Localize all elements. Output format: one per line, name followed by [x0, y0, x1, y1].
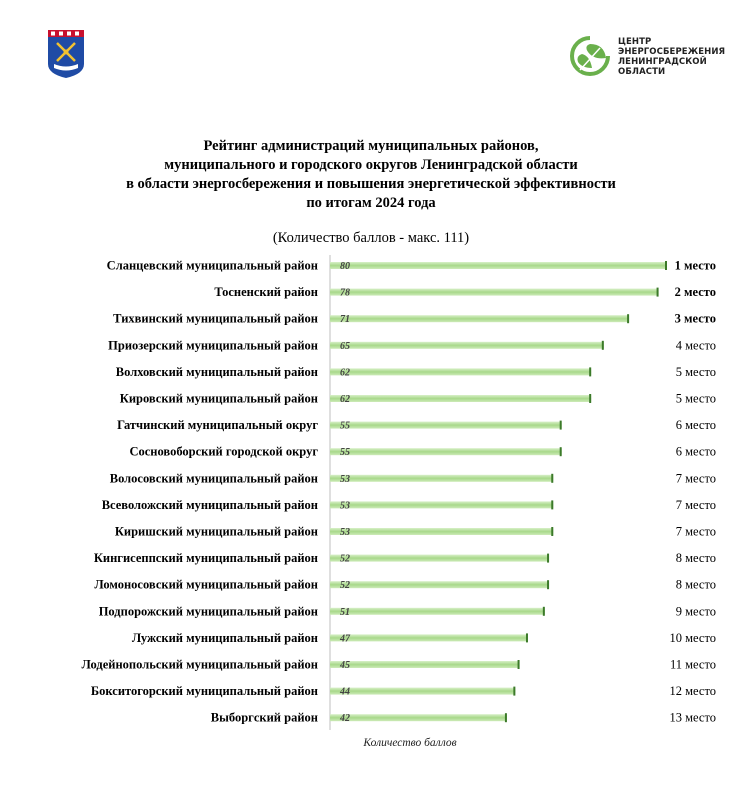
bar-end-cap	[518, 660, 520, 669]
bar-end-cap	[526, 633, 528, 642]
category-label: Всеволожский муниципальный район	[101, 497, 318, 512]
category-label: Ломоносовский муниципальный район	[94, 577, 318, 592]
bar-end-cap	[551, 474, 553, 483]
bar	[330, 581, 549, 588]
rank-label: 9 место	[675, 604, 716, 619]
bar	[330, 448, 562, 455]
bar-end-cap	[547, 554, 549, 563]
bars-group	[81, 259, 716, 725]
rank-label: 6 место	[675, 444, 716, 459]
bar-end-cap	[589, 394, 591, 403]
bar	[330, 555, 549, 562]
bar	[330, 315, 629, 322]
rank-label: 8 место	[675, 551, 716, 566]
value-label: 65	[340, 340, 350, 352]
bar	[330, 475, 553, 482]
bar-end-cap	[551, 527, 553, 536]
rank-label: 7 место	[675, 471, 716, 486]
category-label: Приозерский муниципальный район	[108, 338, 318, 353]
rank-label: 7 место	[675, 524, 716, 539]
value-label: 62	[340, 394, 350, 405]
category-label: Кингисеппский муниципальный район	[93, 551, 318, 566]
bar	[330, 368, 591, 375]
category-label: Волховский муниципальный район	[115, 364, 318, 379]
bar-end-cap	[627, 314, 629, 323]
bar	[330, 661, 520, 668]
bar-end-cap	[589, 367, 591, 376]
bar	[330, 714, 507, 721]
bar-end-cap	[513, 687, 515, 696]
value-label: 53	[340, 500, 350, 512]
bar-end-cap	[657, 288, 659, 297]
value-label: 51	[340, 606, 350, 618]
value-label: 78	[340, 287, 350, 299]
rank-label: 7 место	[675, 497, 716, 512]
bar-end-cap	[505, 713, 507, 722]
bar-end-cap	[560, 421, 562, 430]
rank-label: 6 место	[675, 418, 716, 433]
rank-label: 1 место	[674, 258, 716, 273]
bar	[330, 342, 604, 349]
category-label: Тосненский район	[214, 285, 318, 300]
rank-label: 11 место	[669, 657, 716, 672]
rank-label: 4 место	[675, 338, 716, 353]
value-label: 55	[340, 420, 350, 432]
rank-label: 5 место	[675, 391, 716, 406]
value-label: 52	[340, 580, 350, 592]
rank-label: 10 место	[669, 630, 716, 645]
x-axis-label: Количество баллов	[363, 737, 457, 749]
category-label: Гатчинский муниципальный округ	[117, 418, 318, 433]
value-label: 53	[340, 527, 350, 538]
rank-label: 2 место	[674, 285, 716, 300]
value-label: 62	[340, 367, 350, 379]
bar	[330, 395, 591, 402]
category-label: Волосовский муниципальный район	[109, 471, 318, 486]
category-label: Бокситогорский муниципальный район	[90, 684, 318, 699]
chart-subtitle: (Количество баллов - макс. 111)	[272, 230, 470, 246]
logo-line: ЦЕНТР	[618, 37, 652, 47]
bar	[330, 634, 528, 641]
value-label: 45	[340, 660, 350, 671]
category-label: Киришский муниципальный район	[114, 524, 318, 539]
category-label: Тихвинский муниципальный район	[113, 311, 318, 326]
bar-end-cap	[665, 261, 667, 270]
title-line: по итогам 2024 года	[306, 195, 436, 211]
bar-end-cap	[602, 341, 604, 350]
rank-label: 12 место	[669, 684, 716, 699]
logo-line: ОБЛАСТИ	[618, 67, 666, 77]
title-line: муниципального и городского округов Ленинградской области	[164, 157, 578, 173]
value-label: 47	[340, 633, 350, 645]
rank-label: 8 место	[675, 577, 716, 592]
bar	[330, 501, 553, 508]
bar	[330, 289, 659, 296]
logo-line: ЭНЕРГОСБЕРЕЖЕНИЯ	[618, 47, 726, 57]
title-line: в области энергосбережения и повышения энергетической эффективности	[126, 176, 616, 192]
bar-end-cap	[560, 447, 562, 456]
category-label: Лодейнопольский муниципальный район	[81, 657, 318, 672]
rank-label: 5 место	[675, 364, 716, 379]
bar-end-cap	[547, 580, 549, 589]
category-label: Сосновоборский городской округ	[129, 444, 318, 459]
logo-line: ЛЕНИНГРАДСКОЙ	[618, 57, 707, 67]
value-label: 55	[340, 447, 350, 459]
value-label: 44	[340, 686, 350, 698]
category-label: Сланцевский муниципальный район	[106, 258, 318, 273]
title-line: Рейтинг администраций муниципальных районов,	[203, 138, 539, 154]
category-label: Подпорожский муниципальный район	[98, 604, 318, 619]
bar	[330, 422, 562, 429]
bar	[330, 528, 553, 535]
value-label: 71	[340, 314, 350, 326]
bar	[330, 262, 667, 269]
bar-end-cap	[543, 607, 545, 616]
rank-label: 13 место	[669, 710, 716, 725]
value-label: 52	[340, 553, 350, 565]
rank-label: 3 место	[674, 311, 716, 326]
category-label: Выборгский район	[210, 710, 318, 725]
category-label: Лужский муниципальный район	[131, 630, 318, 645]
category-label: Кировский муниципальный район	[119, 391, 318, 406]
value-label: 53	[340, 473, 350, 485]
value-label: 42	[340, 713, 350, 725]
value-label: 80	[340, 261, 350, 272]
bar-end-cap	[551, 500, 553, 509]
bar	[330, 608, 545, 615]
bar	[330, 688, 515, 695]
